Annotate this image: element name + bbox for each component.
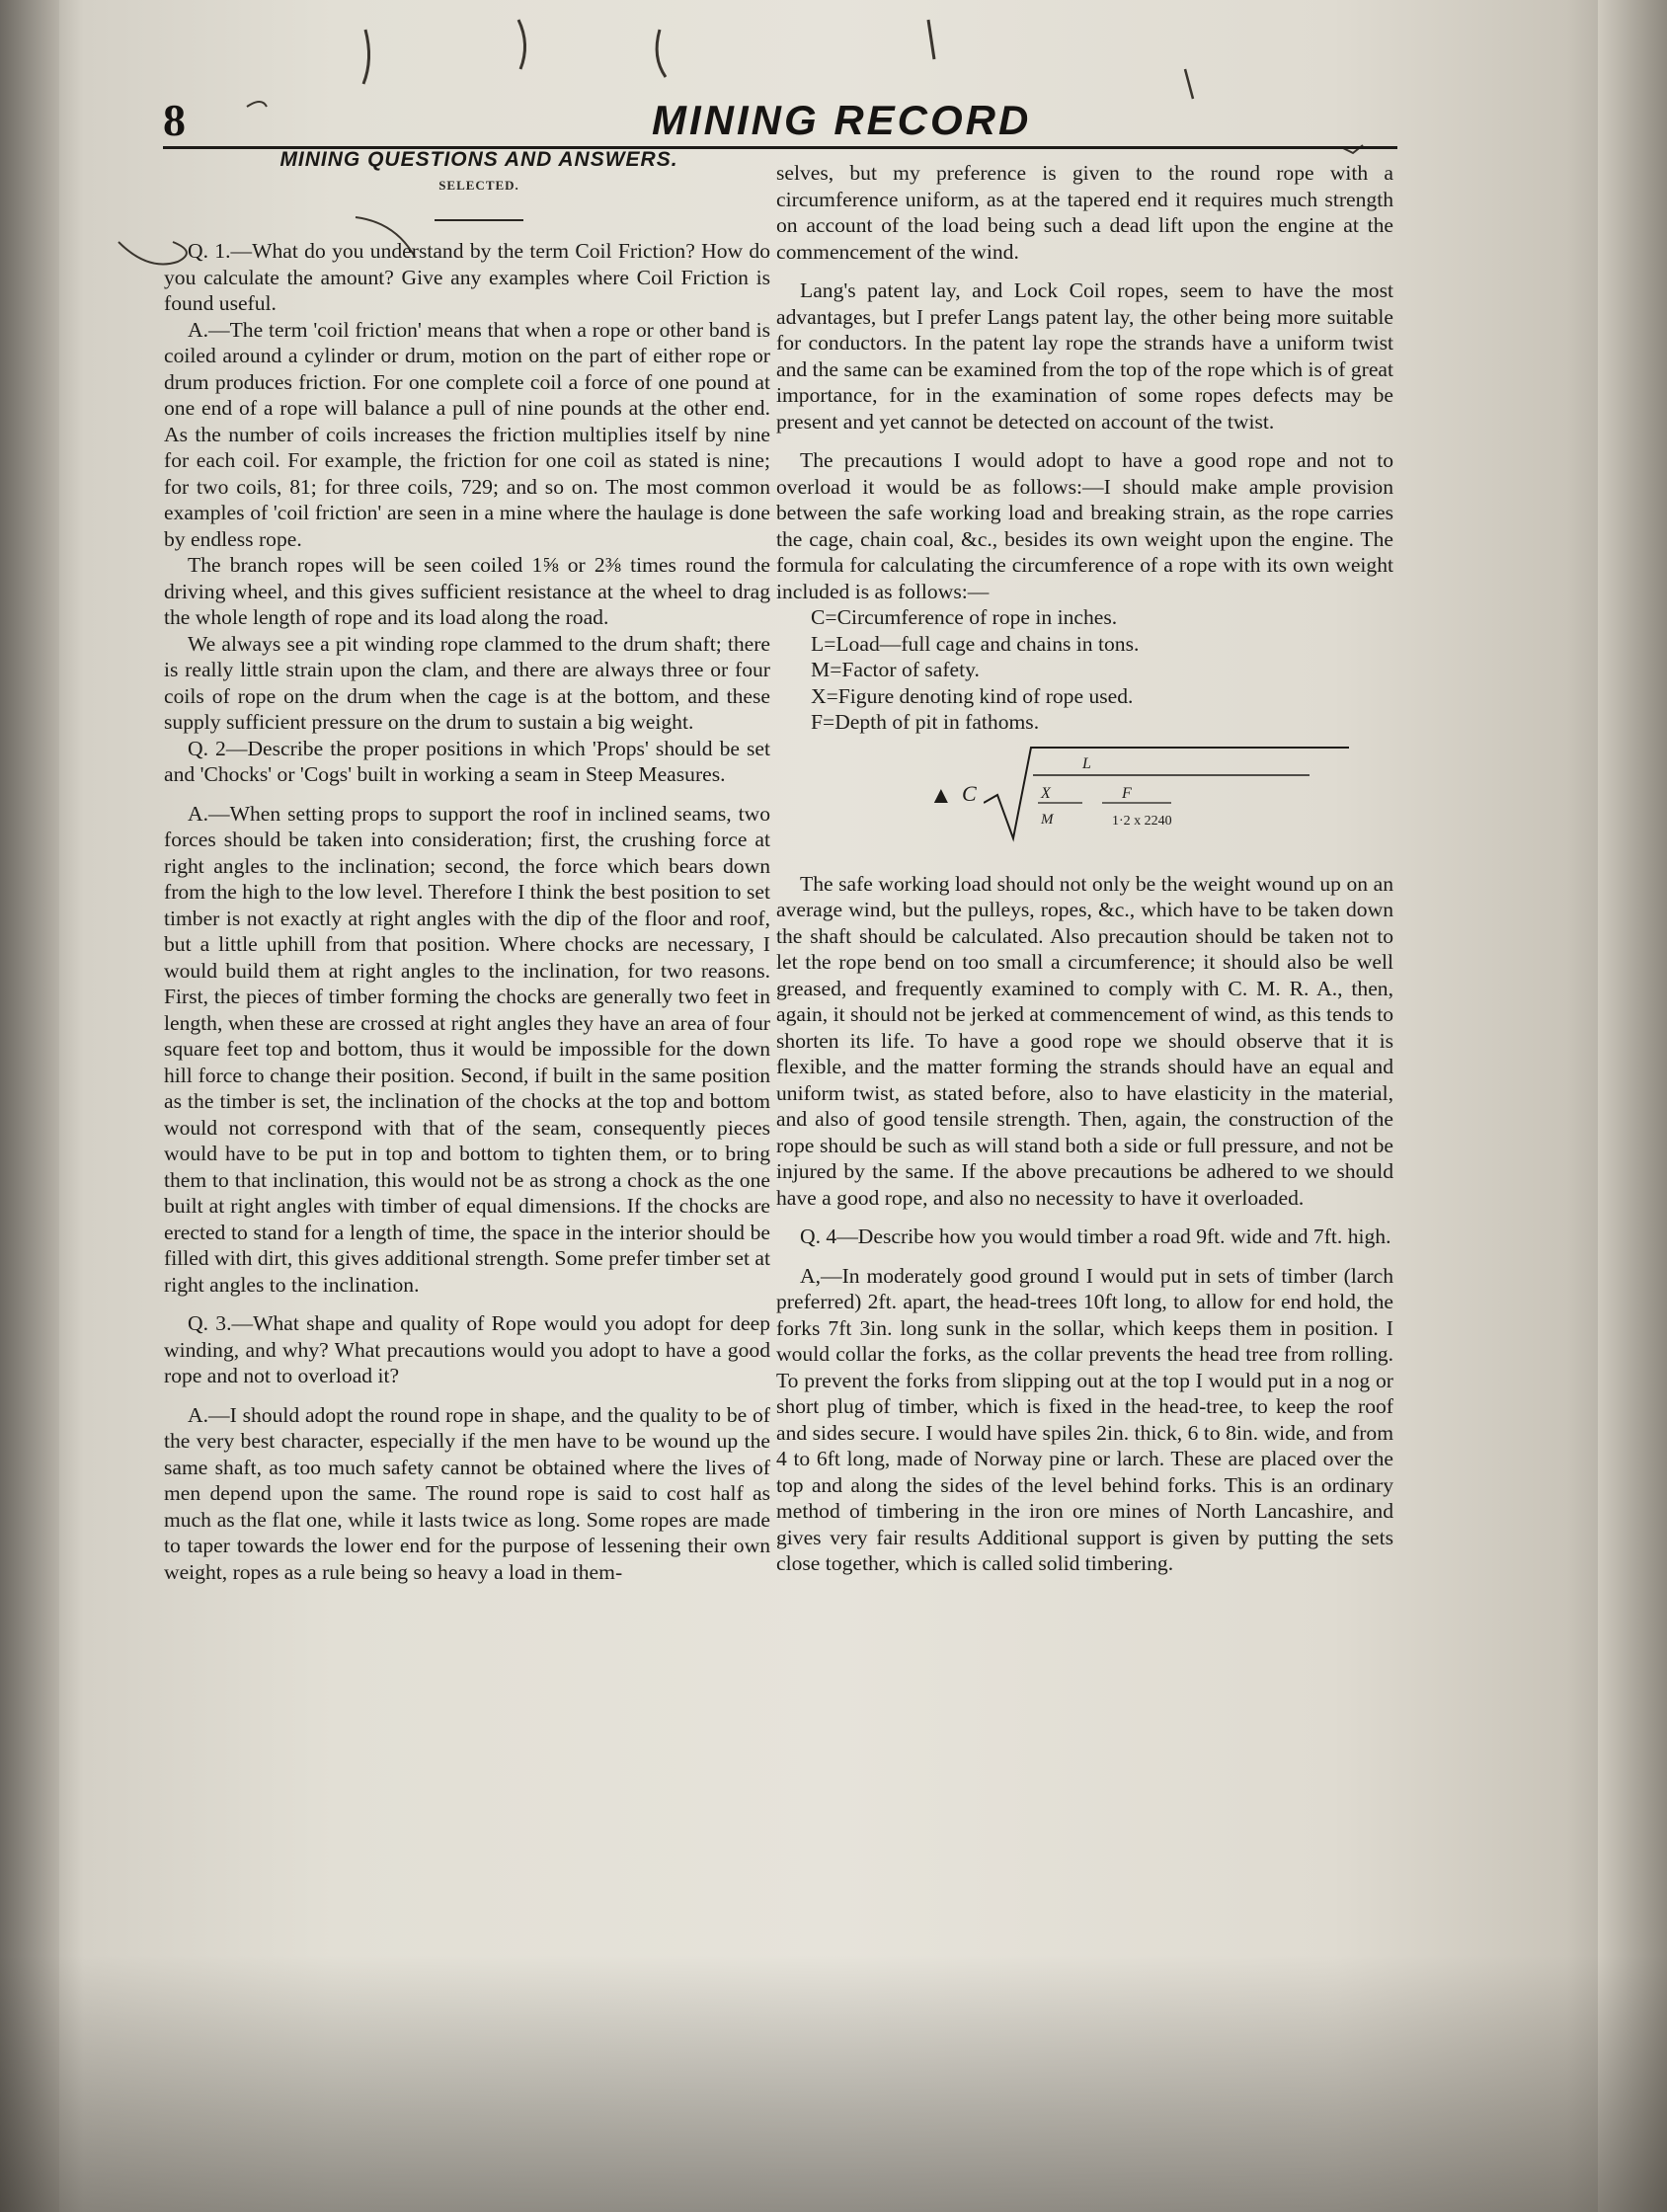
formula-x: X: [1041, 784, 1051, 802]
answer-4: A,—In moderately good ground I would put in sets of timber (larch preferred) 2ft. apart, the head-trees 10ft long, to allow for end hold, the forks 7ft 3in. long sunk in the sollar, which keeps them in position. I would collar the forks, as the collar prevents the head tree from rolling. To prevent the forks from slipping out at the top I would put in a nog or short plug of timber, which is fixed in the head-tree, to keep the roof and sides secure. I would have spiles 2in. thick, 6 to 8in. wide, and from 4 to 6ft long, made of Norway pine or larch. These are placed over the top and along the sides of the level behind forks. This is an ordinary method of timbering in the iron ore mines of North Lancashire, and gives very fair results Additional support is given by putting the sets close together, which is called solid timbering.: [776, 1263, 1393, 1575]
paragraph-safe-working-load: The safe working load should not only be the weight wound up on an average wind, but the pulleys, ropes, &c., which have to be taken down the shaft should be calculated. Also precaution should be taken not to let the rope bend on too small a circumference; it should also be well greased, and frequently examined to comply with C. M. R. A., then, again, it should not be jerked at commencement of wind, as this tends to shorten its life. To have a good rope we should observe that it is flexible, and the matter forming the strands should have an equal and uniform twist, as stated before, also to have elasticity in the material, and also of good tensile strength. Then, again, the construction of the rope should be such as will stand both a side or full pressure, and not be injured by the same. If the above precautions be adhered to we should have a good rope, and also no necessity to have it overloaded.: [776, 871, 1393, 1210]
section-title: MINING QUESTIONS AND ANSWERS.: [279, 148, 678, 171]
running-title: MINING RECORD: [652, 97, 1032, 143]
paragraph-precautions: The precautions I would adopt to have a good rope and not to overload it would be as follows:—I should make ample provision between the safe working load and breaking strain, as the rope carries the cage, chain coal, &c., besides its own weight upon the engine. The formula for calculating the circumference of a rope with its own weight included is as follows:—: [776, 448, 1393, 603]
formula-m: M: [1041, 811, 1054, 828]
answer-3: A.—I should adopt the round rope in shape, and the quality to be of the very best character, especially if the men have to be wound up the same shaft, as too much safety cannot be obtained where the lives of men depend upon the same. The round rope is said to cost half as much as the flat one, while it lasts twice as long. Some ropes are made to taper towards the lower end for the purpose of lessening their own weight, ropes as a rule being so heavy a load in them-: [164, 1402, 770, 1584]
page-bottom-shadow: [0, 1955, 1667, 2212]
definition-c: C=Circumference of rope in inches.: [811, 605, 1118, 629]
page-left-edge-shadow: [0, 0, 59, 2212]
page-right-edge-shadow: [1598, 0, 1667, 2212]
question-1: Q. 1.—What do you understand by the term Coil Friction? How do you calculate the amount? Give any examples where Coil Friction is found useful.: [164, 239, 770, 315]
left-column: [164, 238, 770, 1585]
definition-x: X=Figure denoting kind of rope used.: [811, 683, 1134, 708]
formula-marker: ▲: [929, 782, 953, 809]
definition-f: F=Depth of pit in fathoms.: [811, 710, 1040, 734]
definition-l: L=Load—full cage and chains in tons.: [811, 631, 1140, 656]
formula-lhs: C: [962, 780, 977, 806]
question-4: Q. 4—Describe how you would timber a road 9ft. wide and 7ft. high.: [800, 1224, 1391, 1248]
formula-numerator: L: [1082, 754, 1091, 772]
paragraph-langs-patent: Lang's patent lay, and Lock Coil ropes, seem to have the most advantages, but I prefer Langs patent lay, the other being more suitable for conductors. In the patent lay rope the strands have a uniform twist and the same can be examined from the top of the rope which is of great importance, for in the examination of some ropes defects may be present and yet cannot be detected on account of the twist.: [776, 278, 1393, 434]
paragraph-winding-rope: We always see a pit winding rope clammed to the drum shaft; there is really little strain upon the clam, and there are always three or four coils of rope on the drum when the cage is at the bottom, and these supply sufficient pressure on the drum to sustain a big weight.: [164, 631, 770, 734]
section-divider: [435, 219, 523, 221]
definition-m: M=Factor of safety.: [811, 658, 980, 681]
formula-f: F: [1122, 784, 1132, 802]
square-root-sign: [984, 744, 1349, 852]
answer-1: A.—The term 'coil friction' means that when a rope or other band is coiled around a cylinder or drum, motion on the part of either rope or drum produces friction. For one complete coil a force of one pound at one end of a rope will balance a pull of nine pounds at the other end. As the number of coils increases the friction multiplies itself by nine for each coil. For example, the friction for one coil as stated is nine; for two coils, 81; for three coils, 729; and so on. The most common examples of 'coil friction' are seen in a mine where the haulage is done by endless rope.: [164, 317, 770, 551]
answer-3-continued: selves, but my preference is given to the round rope with a circumference uniform, as at the tapered end it requires much strength on account of the load being such a dead lift upon the engine at the commencement of the wind.: [776, 161, 1393, 264]
formula-constant: 1·2 x 2240: [1112, 813, 1172, 829]
section-subtitle: SELECTED.: [438, 178, 519, 193]
answer-2: A.—When setting props to support the roof in inclined seams, two forces should be taken into consideration; first, the crushing force at right angles to the inclination; second, the force which bears down from the high to the low level. Therefore I think the best position to set timber is not exactly at right angles with the dip of the floor and roof, but a little uphill from that position. Where chocks are necessary, I would build them at right angles to the inclination, for two reasons. First, the pieces of timber forming the chocks are generally two feet in length, when these are crossed at right angles they have an area of four square feet top and bottom, thus it would be impossible for the down hill force to change their position. Second, if built in the same position as the timber is set, the inclination of the chocks at the top and bottom would not correspond with that of the seam, consequently pieces would have to be put in top and bottom to tighten them, or to bring them to that inclination, this would not be as strong a chock as the one built at right angles with timber of equal dimensions. If the chocks are erected to stand for a length of time, the space in the interior should be filled with dirt, this gives additional strength. Some prefer timber set at right angles to the inclination.: [164, 801, 770, 1297]
question-2: Q. 2—Describe the proper positions in which 'Props' should be set and 'Chocks' or 'Cogs' built in working a seam in Steep Measures.: [164, 736, 770, 786]
paragraph-branch-ropes: The branch ropes will be seen coiled 1⅝ or 2⅜ times round the driving wheel, and this gives sufficient resistance at the wheel to drag the whole length of rope and its load along the road.: [164, 553, 770, 629]
right-column: [776, 160, 1393, 1577]
rope-formula: [776, 744, 1393, 857]
formula-definitions: [811, 604, 1393, 736]
page-number: 8: [163, 95, 186, 145]
question-3: Q. 3.—What shape and quality of Rope would you adopt for deep winding, and why? What precautions would you adopt to have a good rope and not to overload it?: [164, 1311, 770, 1387]
